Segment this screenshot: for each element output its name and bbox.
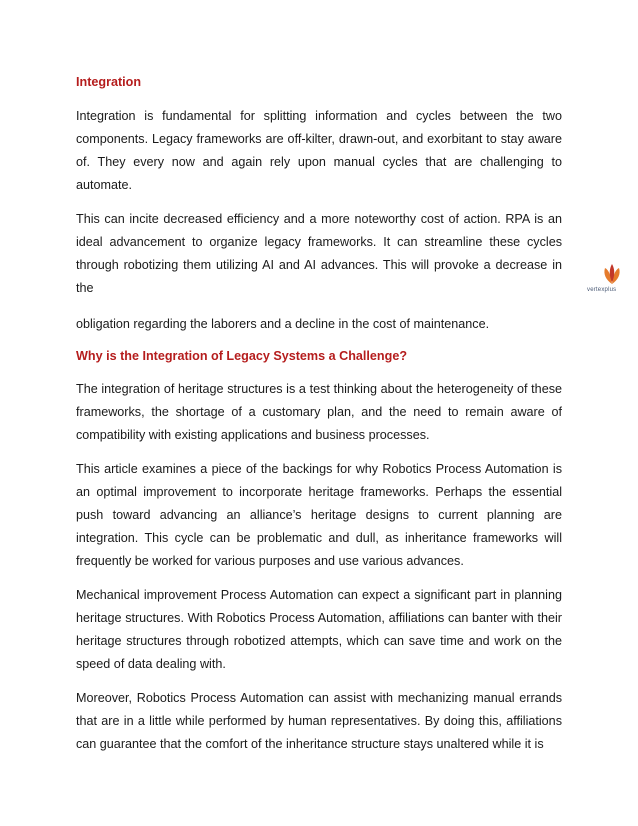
paragraph-5: This article examines a piece of the backings for why Robotics Process Automation is an optimal improvement to incorporate heritage frameworks. Perhaps the essential push toward advancing an alliance’s heritage designs to current planning are integration. This cycle can be problematic and dull, as inheritance frameworks will frequently be worked for various purposes and use various advances. (76, 462, 562, 568)
paragraph-7: Moreover, Robotics Process Automation can assist with mechanizing manual errands that are in a little while performed by human representatives. By doing this, affiliations can guarantee that the comfort of the inheritance structure stays unaltered while it is (76, 691, 562, 751)
paragraph-3: obligation regarding the laborers and a decline in the cost of maintenance. (76, 317, 490, 331)
paragraph-1: Integration is fundamental for splitting information and cycles between the two components. Legacy frameworks are off-kilter, drawn-out, and exorbitant to stay aware of. They every now and again rely upon manual cycles that are challenging to automate. (76, 109, 562, 192)
paragraph-2: This can incite decreased efficiency and a more noteworthy cost of action. RPA is an ideal advancement to organize legacy frameworks. It can streamline these cycles through robotizing them utilizing AI and AI advances. This will provoke a decrease in the (76, 212, 562, 295)
paragraph-4: The integration of heritage structures is a test thinking about the heterogeneity of these frameworks, the shortage of a customary plan, and the need to remain aware of compatibility with existing applications and business processes. (76, 382, 562, 442)
logo-flower-icon (600, 262, 624, 286)
heading-legacy-challenge: Why is the Integration of Legacy Systems a Challenge? (76, 349, 408, 363)
section-integration (76, 71, 562, 300)
section-legacy-challenge (76, 313, 562, 756)
logo-text: vertexplus (587, 287, 617, 293)
heading-integration: Integration (76, 75, 142, 89)
paragraph-6: Mechanical improvement Process Automation can expect a significant part in planning heritage structures. With Robotics Process Automation, affiliations can banter with their heritage structures through robotized attempts, which can save time and work on the speed of data dealing with. (76, 588, 562, 671)
